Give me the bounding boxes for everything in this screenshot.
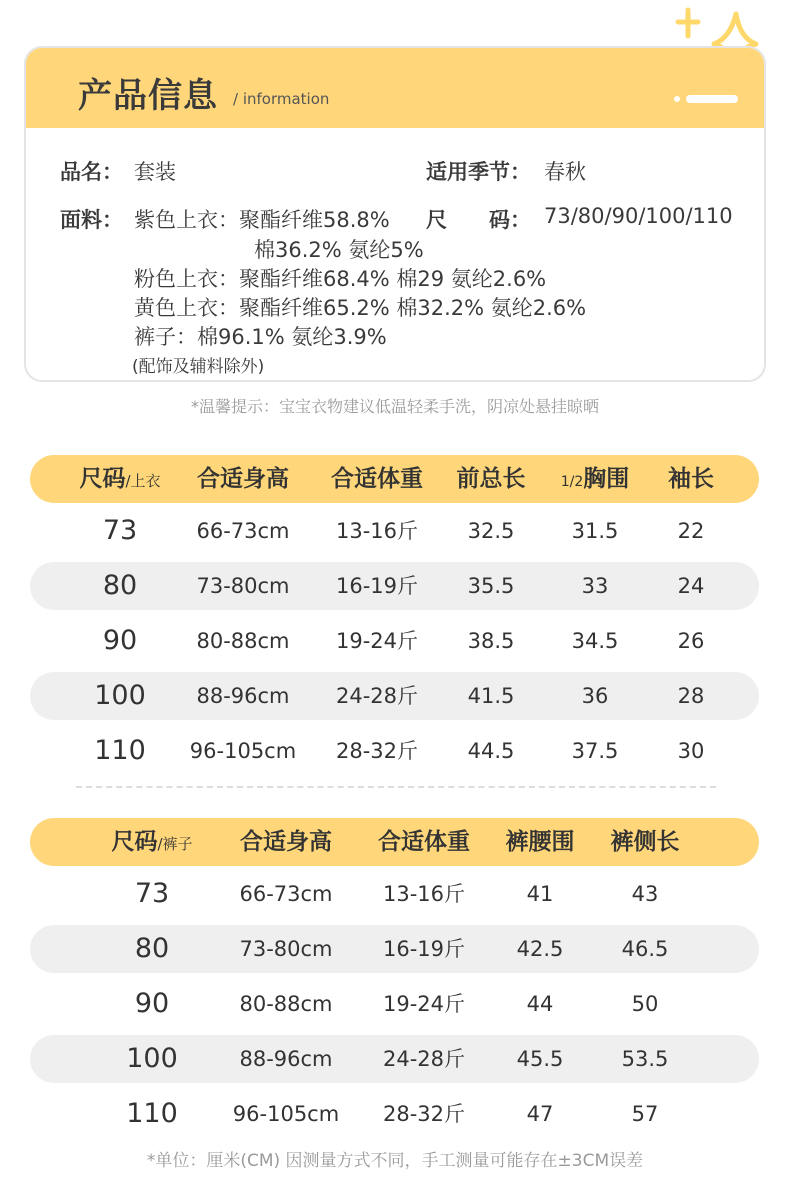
fabric-yellow-top: 黄色上衣：聚酯纤维65.2% 棉32.2% 氨纶2.6% — [134, 296, 587, 320]
size-value: 73/80/90/100/110 — [544, 204, 733, 228]
th-size: 尺码/上衣 — [79, 466, 161, 492]
wash-tip: *温馨提示：宝宝衣物建议低温轻柔手洗，阴凉处悬挂晾晒 — [190, 397, 599, 416]
header-dot — [674, 96, 680, 102]
name-value: 套装 — [134, 160, 176, 184]
cell-height: 88-96cm — [196, 684, 290, 708]
th-weight: 合适体重 — [331, 466, 423, 492]
cell-waist: 41 — [526, 882, 554, 906]
table-row — [30, 1090, 759, 1138]
cell-length: 41.5 — [467, 684, 515, 708]
cell-weight: 13-16斤 — [335, 519, 419, 543]
th-height: 合适身高 — [197, 466, 289, 492]
cell-height: 73-80cm — [196, 574, 290, 598]
header-bar — [686, 95, 738, 103]
cell-sleeve: 24 — [677, 574, 705, 598]
cell-height: 66-73cm — [196, 519, 290, 543]
table-row — [30, 507, 759, 555]
cell-height: 96-105cm — [189, 739, 297, 763]
cell-height: 88-96cm — [239, 1047, 333, 1071]
cell-chest: 36 — [581, 684, 609, 708]
cell-length: 46.5 — [621, 937, 669, 961]
fabric-pink-top: 粉色上衣：聚酯纤维68.4% 棉29 氨纶2.6% — [134, 267, 547, 291]
cell-chest: 37.5 — [571, 739, 619, 763]
th-weight: 合适体重 — [378, 829, 470, 855]
season-value: 春秋 — [544, 160, 586, 184]
cell-chest: 33 — [581, 574, 609, 598]
th-sleeve: 袖长 — [668, 466, 714, 492]
cell-weight: 16-19斤 — [335, 574, 419, 598]
cell-waist: 42.5 — [516, 937, 564, 961]
cell-size: 90 — [102, 625, 138, 656]
cell-size: 80 — [134, 933, 170, 964]
pants-table-header — [30, 818, 759, 866]
cell-chest: 31.5 — [571, 519, 619, 543]
cell-size: 100 — [126, 1043, 178, 1074]
table-row — [30, 727, 759, 775]
cell-length: 53.5 — [621, 1047, 669, 1071]
fabric-pants: 裤子：棉96.1% 氨纶3.9% — [134, 325, 387, 349]
cell-size: 110 — [126, 1098, 178, 1129]
cell-length: 32.5 — [467, 519, 515, 543]
cell-length: 43 — [631, 882, 659, 906]
cell-weight: 13-16斤 — [382, 882, 466, 906]
table-row — [30, 672, 759, 720]
th-length: 前总长 — [456, 466, 526, 492]
cell-size: 73 — [102, 515, 138, 546]
cell-length: 50 — [631, 992, 659, 1016]
cell-waist: 44 — [526, 992, 554, 1016]
table-row — [30, 1035, 759, 1083]
cell-height: 73-80cm — [239, 937, 333, 961]
cell-weight: 16-19斤 — [382, 937, 466, 961]
cell-height: 96-105cm — [232, 1102, 340, 1126]
cell-length: 57 — [631, 1102, 659, 1126]
unit-note: *单位：厘米(CM) 因测量方式不同，手工测量可能存在±3CM误差 — [146, 1151, 644, 1171]
section-divider — [76, 786, 716, 788]
cell-weight: 24-28斤 — [335, 684, 419, 708]
name-label: 品名： — [60, 160, 123, 184]
th-height: 合适身高 — [240, 829, 332, 855]
cell-waist: 47 — [526, 1102, 554, 1126]
th-size: 尺码/裤子 — [111, 829, 193, 855]
table-row — [30, 617, 759, 665]
page-title: 产品信息 — [78, 76, 218, 116]
cell-sleeve: 22 — [677, 519, 705, 543]
cell-sleeve: 26 — [677, 629, 705, 653]
table-row — [30, 562, 759, 610]
cell-size: 100 — [94, 680, 146, 711]
cell-size: 80 — [102, 570, 138, 601]
fabric-note: (配饰及辅料除外) — [132, 357, 265, 377]
cell-length: 38.5 — [467, 629, 515, 653]
cell-weight: 24-28斤 — [382, 1047, 466, 1071]
cell-length: 44.5 — [467, 739, 515, 763]
season-label: 适用季节： — [426, 160, 531, 184]
size-label: 尺 码： — [426, 208, 531, 232]
page-subtitle: / information — [233, 90, 330, 108]
cell-height: 80-88cm — [196, 629, 290, 653]
cell-weight: 28-32斤 — [382, 1102, 466, 1126]
cell-weight: 19-24斤 — [382, 992, 466, 1016]
fabric-purple-top: 紫色上衣：聚酯纤维58.8% — [134, 208, 390, 232]
card-header — [26, 48, 764, 128]
cell-chest: 34.5 — [571, 629, 619, 653]
top-table-header — [30, 455, 759, 503]
cell-size: 73 — [134, 878, 170, 909]
th-waist: 裤腰围 — [505, 829, 575, 855]
cell-weight: 28-32斤 — [335, 739, 419, 763]
th-chest: 1/2胸围 — [560, 466, 630, 492]
cell-weight: 19-24斤 — [335, 629, 419, 653]
fabric-purple-top-cont: 棉36.2% 氨纶5% — [254, 238, 424, 262]
cell-sleeve: 28 — [677, 684, 705, 708]
cell-size: 90 — [134, 988, 170, 1019]
table-row — [30, 870, 759, 918]
cell-height: 66-73cm — [239, 882, 333, 906]
cell-sleeve: 30 — [677, 739, 705, 763]
cell-waist: 45.5 — [516, 1047, 564, 1071]
fabric-label: 面料： — [60, 208, 123, 232]
cell-height: 80-88cm — [239, 992, 333, 1016]
table-row — [30, 980, 759, 1028]
table-row — [30, 925, 759, 973]
product-info-card — [24, 46, 766, 382]
th-pants-length: 裤侧长 — [610, 829, 680, 855]
cell-length: 35.5 — [467, 574, 515, 598]
cell-size: 110 — [94, 735, 146, 766]
